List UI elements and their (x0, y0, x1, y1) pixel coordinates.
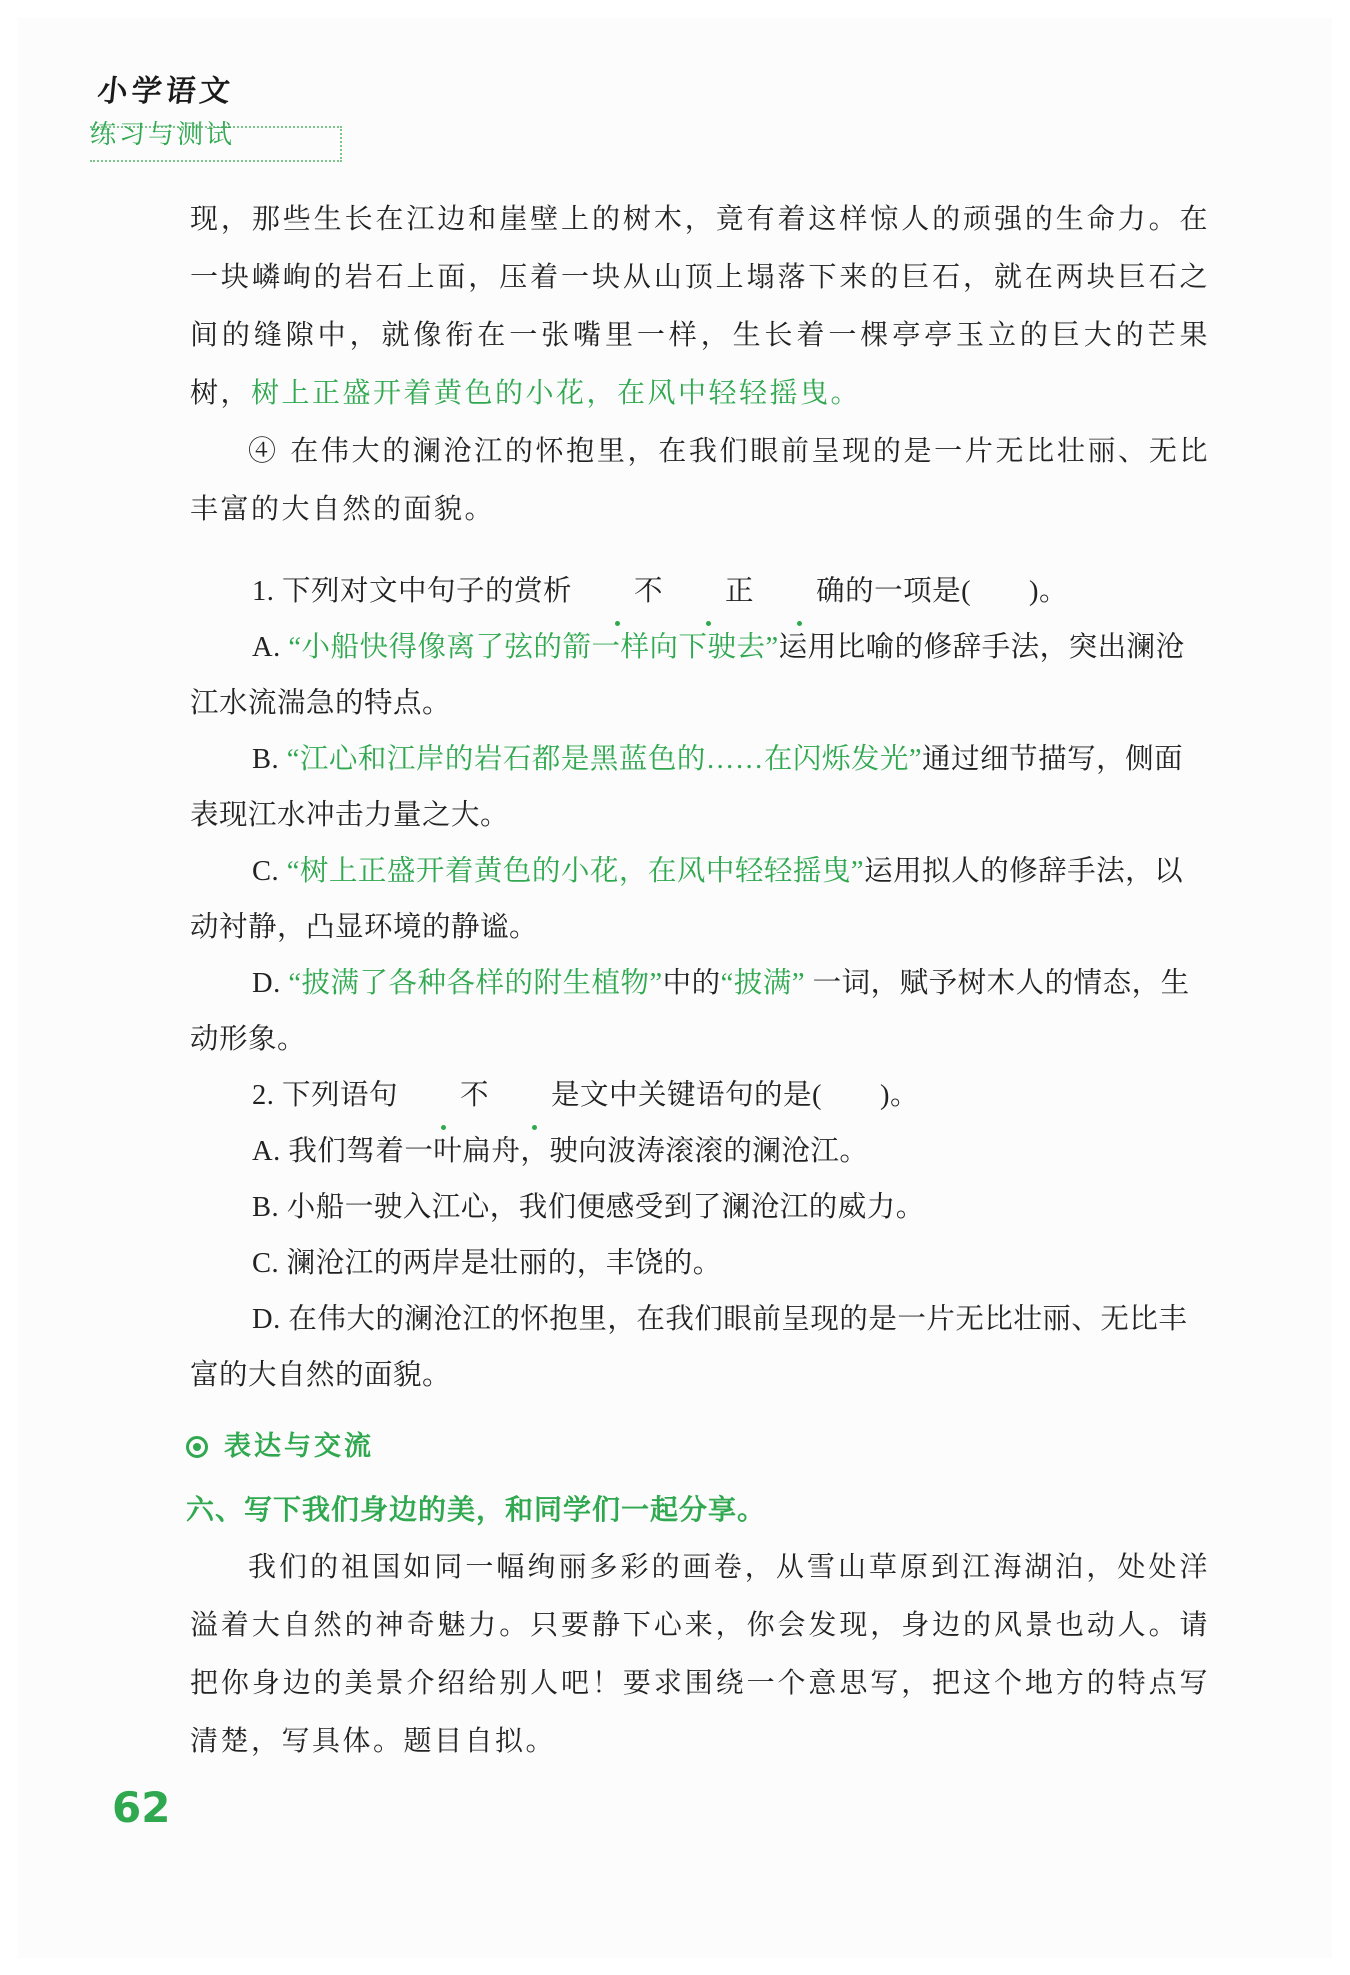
emphasis-char: 正 (663, 564, 754, 620)
quoted-sentence: “江心和江岸的岩石都是黑蓝色的……在闪烁发光” (286, 744, 923, 775)
emphasis-char: 是 (489, 1068, 580, 1124)
task-6-title: 六、写下我们身边的美，和同学们一起分享。 (186, 1493, 767, 1526)
task-6-body: 我们的祖国如同一幅绚丽多彩的画卷，从雪山草原到江海湖泊，处处洋溢着大自然的神奇魅力。只要静下心来，你会发现，身边的风景也动人。请把你身边的美景介绍给别人吧！要求围绕一个意思写，把这个地方的特点写清楚，写具体。题目自拟。 (190, 1550, 1210, 1757)
quoted-sentence: “小船快得像离了弦的箭一样向下驶去” (288, 632, 779, 663)
passage-paragraph-4: ④ 在伟大的澜沧江的怀抱里，在我们眼前呈现的是一片无比壮丽、无比丰富的大自然的面貌。 (190, 434, 1210, 525)
emphasis-char: 不 (572, 564, 663, 620)
emphasis-char: 确 (754, 564, 845, 620)
question-2-option-c: C. 澜沧江的两岸是壮丽的，丰饶的。 (252, 1248, 722, 1279)
passage-text: 现，那些生长在江边和崖壁上的树木，竟有着这样惊人的顽强的生命力。在一块嶙峋的岩石上面，压着一块从山顶上塌落下来的巨石，就在两块巨石之间的缝隙中，就像衔在一张嘴里一样，生长着一棵亭亭玉立的巨大的芒果树， (190, 202, 1210, 409)
question-1-option-c: C. “树上正盛开着黄色的小花，在风中轻轻摇曳”运用拟人的修辞手法，以动衬静，凸显环境的静谧。 (190, 856, 1184, 943)
question-1-stem: 1. 下列对文中句子的赏析 不 正 确的一项是( )。 (190, 564, 1210, 620)
passage-paragraph-3 (190, 190, 1210, 422)
book-title: 小学语文 (95, 74, 236, 109)
question-2-option-b: B. 小船一驶入江心，我们便感受到了澜沧江的威力。 (252, 1192, 925, 1223)
book-subtitle: 练习与测试 (90, 120, 236, 150)
page-number: 62 (112, 1783, 171, 1832)
question-2-option-d: D. 在伟大的澜沧江的怀抱里，在我们眼前呈现的是一片无比壮丽、无比丰富的大自然的面貌。 (190, 1304, 1188, 1391)
section-title: 表达与交流 (224, 1431, 374, 1462)
quoted-sentence: “披满了各种各样的附生植物” (288, 968, 663, 999)
question-1-option-b: B. “江心和江岸的岩石都是黑蓝色的……在闪烁发光”通过细节描写，侧面表现江水冲击力量之大。 (190, 744, 1184, 831)
section-heading (186, 1422, 1210, 1472)
question-2-option-a: A. 我们驾着一叶扁舟，驶向波涛滚滚的澜沧江。 (252, 1136, 869, 1167)
question-2-stem: 2. 下列语句 不 是文中关键语句的是( )。 (190, 1068, 1210, 1124)
question-1-option-a: A. “小船快得像离了弦的箭一样向下驶去”运用比喻的修辞手法，突出澜沧江水流湍急的特点。 (190, 632, 1185, 719)
question-1-option-d: D. “披满了各种各样的附生植物”中的“披满” 一词，赋予树木人的情态，生动形象。 (190, 968, 1190, 1055)
spacer (190, 538, 1210, 564)
page-content (186, 190, 1210, 1770)
target-circle-icon (186, 1436, 208, 1458)
passage-highlight: 树上正盛开着黄色的小花，在风中轻轻摇曳。 (251, 376, 862, 409)
emphasis-char: 不 (398, 1068, 489, 1124)
quoted-sentence: “树上正盛开着黄色的小花，在风中轻轻摇曳” (286, 856, 865, 887)
quoted-word: “披满” (720, 968, 805, 999)
